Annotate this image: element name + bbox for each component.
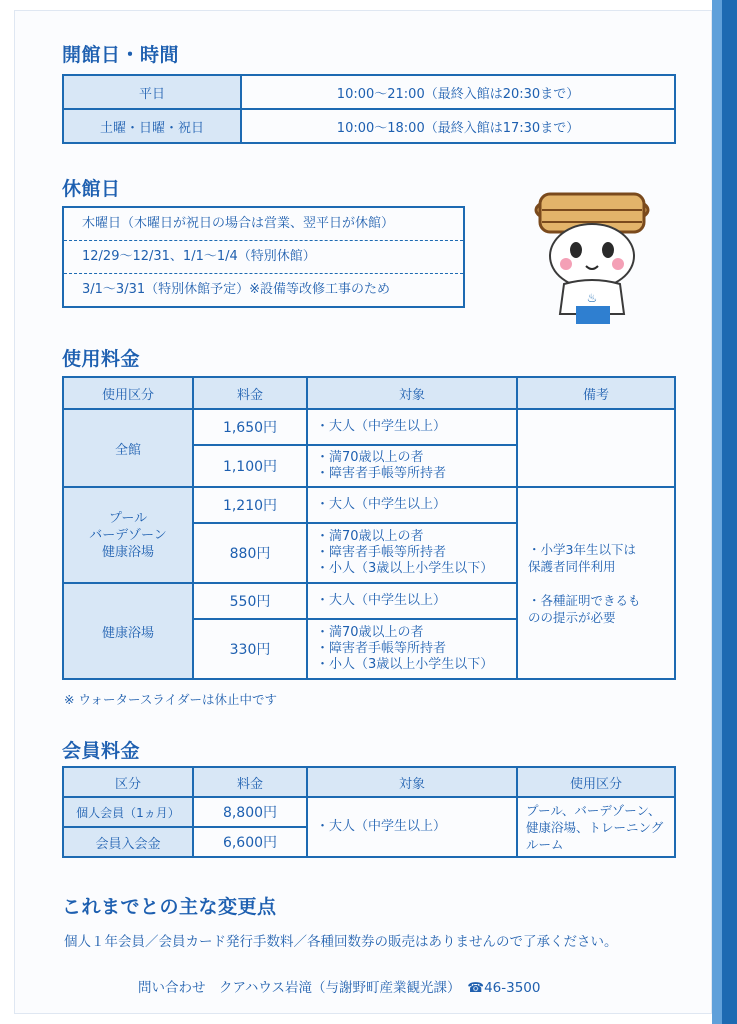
fee-target: ・満70歳以上の者 ・障害者手帳等所持者 ・小人（3歳以上小学生以下） xyxy=(307,619,517,679)
hours-value: 10:00～18:00（最終入館は17:30まで） xyxy=(241,109,675,143)
fees-header: 料金 xyxy=(193,377,307,409)
fee-amount: 330円 xyxy=(193,619,307,679)
hours-label: 土曜・日曜・祝日 xyxy=(63,109,241,143)
closed-heading: 休館日 xyxy=(62,178,121,200)
fee-row xyxy=(63,487,675,523)
membership-header: 使用区分 xyxy=(517,767,675,797)
fees-header: 使用区分 xyxy=(63,377,193,409)
fee-amount: 1,650円 xyxy=(193,409,307,445)
svg-text:♨: ♨ xyxy=(586,291,598,305)
fee-amount: 1,100円 xyxy=(193,445,307,487)
fee-amount: 1,210円 xyxy=(193,487,307,523)
fee-remarks-empty xyxy=(517,409,675,487)
membership-header: 料金 xyxy=(193,767,307,797)
fees-header-row xyxy=(63,377,675,409)
fee-target: ・大人（中学生以上） xyxy=(307,409,517,445)
membership-header-row xyxy=(63,767,675,797)
changes-text: 個人１年会員／会員カード発行手数料／各種回数券の販売はありませんので了承ください。 xyxy=(64,934,618,950)
membership-header: 対象 xyxy=(307,767,517,797)
membership-fee: 6,600円 xyxy=(193,827,307,857)
membership-category: 会員入会金 xyxy=(63,827,193,857)
closed-row: 12/29～12/31、1/1～1/4（特別休館） xyxy=(64,241,463,274)
fees-header: 対象 xyxy=(307,377,517,409)
hours-table xyxy=(62,74,676,144)
closed-row: 木曜日（木曜日が祝日の場合は営業、翌平日が休館） xyxy=(64,208,463,241)
membership-fee: 8,800円 xyxy=(193,797,307,827)
contact-line: 問い合わせ クアハウス岩滝（与謝野町産業観光課） ☎46-3500 xyxy=(138,980,541,996)
fees-table xyxy=(62,376,676,680)
membership-category: 個人会員（1ヵ月） xyxy=(63,797,193,827)
fee-target: ・大人（中学生以上） xyxy=(307,583,517,619)
fee-category: プール バーデゾーン 健康浴場 xyxy=(63,487,193,583)
membership-row xyxy=(63,797,675,827)
hours-heading: 開館日・時間 xyxy=(62,44,180,66)
fee-category: 全館 xyxy=(63,409,193,487)
fee-remarks: ・小学3年生以下は 保護者同伴利用 ・各種証明できるも のの提示が必要 xyxy=(517,487,675,679)
fee-target: ・満70歳以上の者 ・障害者手帳等所持者 ・小人（3歳以上小学生以下） xyxy=(307,523,517,583)
membership-heading: 会員料金 xyxy=(62,740,141,762)
fees-heading: 使用料金 xyxy=(62,348,141,370)
fee-amount: 550円 xyxy=(193,583,307,619)
membership-target: ・大人（中学生以上） xyxy=(307,797,517,857)
fee-target: ・満70歳以上の者 ・障害者手帳等所持者 xyxy=(307,445,517,487)
fee-target: ・大人（中学生以上） xyxy=(307,487,517,523)
slider-note: ※ ウォータースライダーは休止中です xyxy=(64,692,277,707)
closed-row: 3/1～3/31（特別休館予定）※設備等改修工事のため xyxy=(82,282,391,297)
fee-row xyxy=(63,409,675,445)
fees-header: 備考 xyxy=(517,377,675,409)
membership-header: 区分 xyxy=(63,767,193,797)
hours-row xyxy=(63,109,675,143)
membership-table xyxy=(62,766,676,858)
fee-amount: 880円 xyxy=(193,523,307,583)
hours-label: 平日 xyxy=(63,75,241,109)
page-edge-band xyxy=(712,0,737,1024)
membership-usage: プール、バーデゾーン、健康浴場、トレーニングルーム xyxy=(517,797,675,857)
fee-category: 健康浴場 xyxy=(63,583,193,679)
closed-days-box xyxy=(62,206,465,308)
mascot-illustration xyxy=(532,180,652,330)
changes-heading: これまでとの主な変更点 xyxy=(62,896,277,918)
hours-row xyxy=(63,75,675,109)
hours-value: 10:00～21:00（最終入館は20:30まで） xyxy=(241,75,675,109)
